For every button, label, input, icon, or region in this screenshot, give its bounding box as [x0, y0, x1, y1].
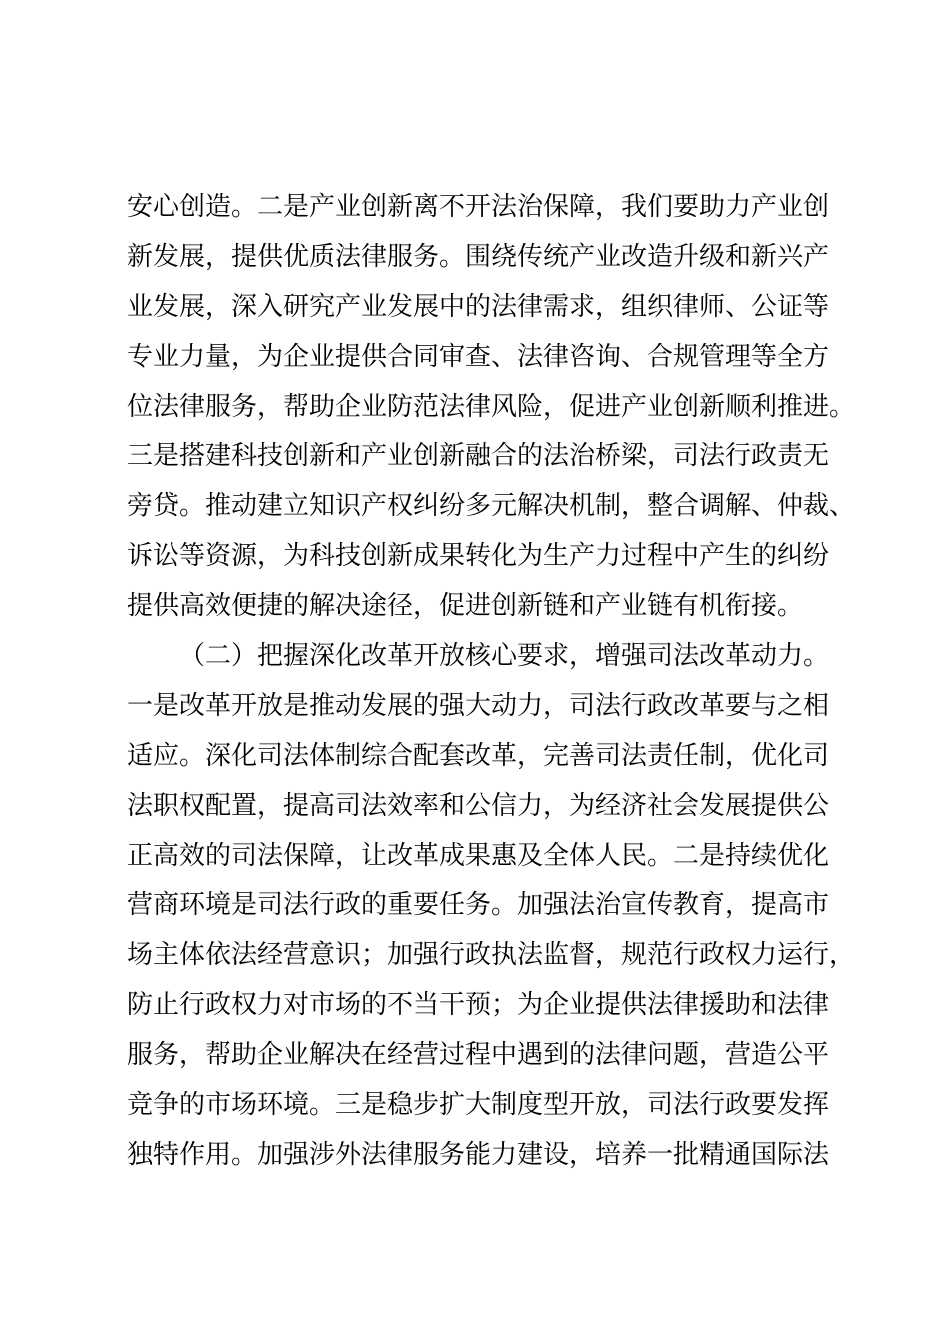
- text-line: 防止行政权力对市场的不当干预；为企业提供法律援助和法律: [127, 990, 830, 1021]
- text-line: 专业力量，为企业提供合同审查、法律咨询、合规管理等全方: [127, 341, 830, 372]
- text-line: 营商环境是司法行政的重要任务。加强法治宣传教育，提高市: [127, 890, 830, 921]
- text-line: 独特作用。加强涉外法律服务能力建设，培养一批精通国际法: [127, 1139, 830, 1170]
- text-line: 服务，帮助企业解决在经营过程中遇到的法律问题，营造公平: [127, 1040, 830, 1071]
- text-line: 诉讼等资源，为科技创新成果转化为生产力过程中产生的纠纷: [127, 541, 830, 572]
- text-line: 适应。深化司法体制综合配套改革，完善司法责任制，优化司: [127, 740, 830, 771]
- text-line: 提供高效便捷的解决途径，促进创新链和产业链有机衔接。: [127, 591, 804, 622]
- text-line: 三是搭建科技创新和产业创新融合的法治桥梁，司法行政责无: [127, 441, 830, 472]
- text-line: 一是改革开放是推动发展的强大动力，司法行政改革要与之相: [127, 690, 830, 721]
- text-line: 业发展，深入研究产业发展中的法律需求，组织律师、公证等: [127, 291, 830, 322]
- text-line: 位法律服务，帮助企业防范法律风险，促进产业创新顺利推进。: [127, 391, 856, 422]
- text-line: 场主体依法经营意识；加强行政执法监督，规范行政权力运行，: [127, 940, 856, 971]
- body-text: [127, 183, 857, 1181]
- text-line: 竞争的市场环境。三是稳步扩大制度型开放，司法行政要发挥: [127, 1090, 830, 1121]
- section-heading-line: （二）把握深化改革开放核心要求，增强司法改革动力。: [179, 641, 830, 672]
- text-line: 安心创造。二是产业创新离不开法治保障，我们要助力产业创: [127, 192, 830, 222]
- text-line: 正高效的司法保障，让改革成果惠及全体人民。二是持续优化: [127, 840, 830, 871]
- text-line: 旁贷。推动建立知识产权纠纷多元解决机制，整合调解、仲裁、: [127, 491, 856, 522]
- text-line: 新发展，提供优质法律服务。围绕传统产业改造升级和新兴产: [127, 241, 830, 272]
- text-line: 法职权配置，提高司法效率和公信力，为经济社会发展提供公: [127, 790, 830, 821]
